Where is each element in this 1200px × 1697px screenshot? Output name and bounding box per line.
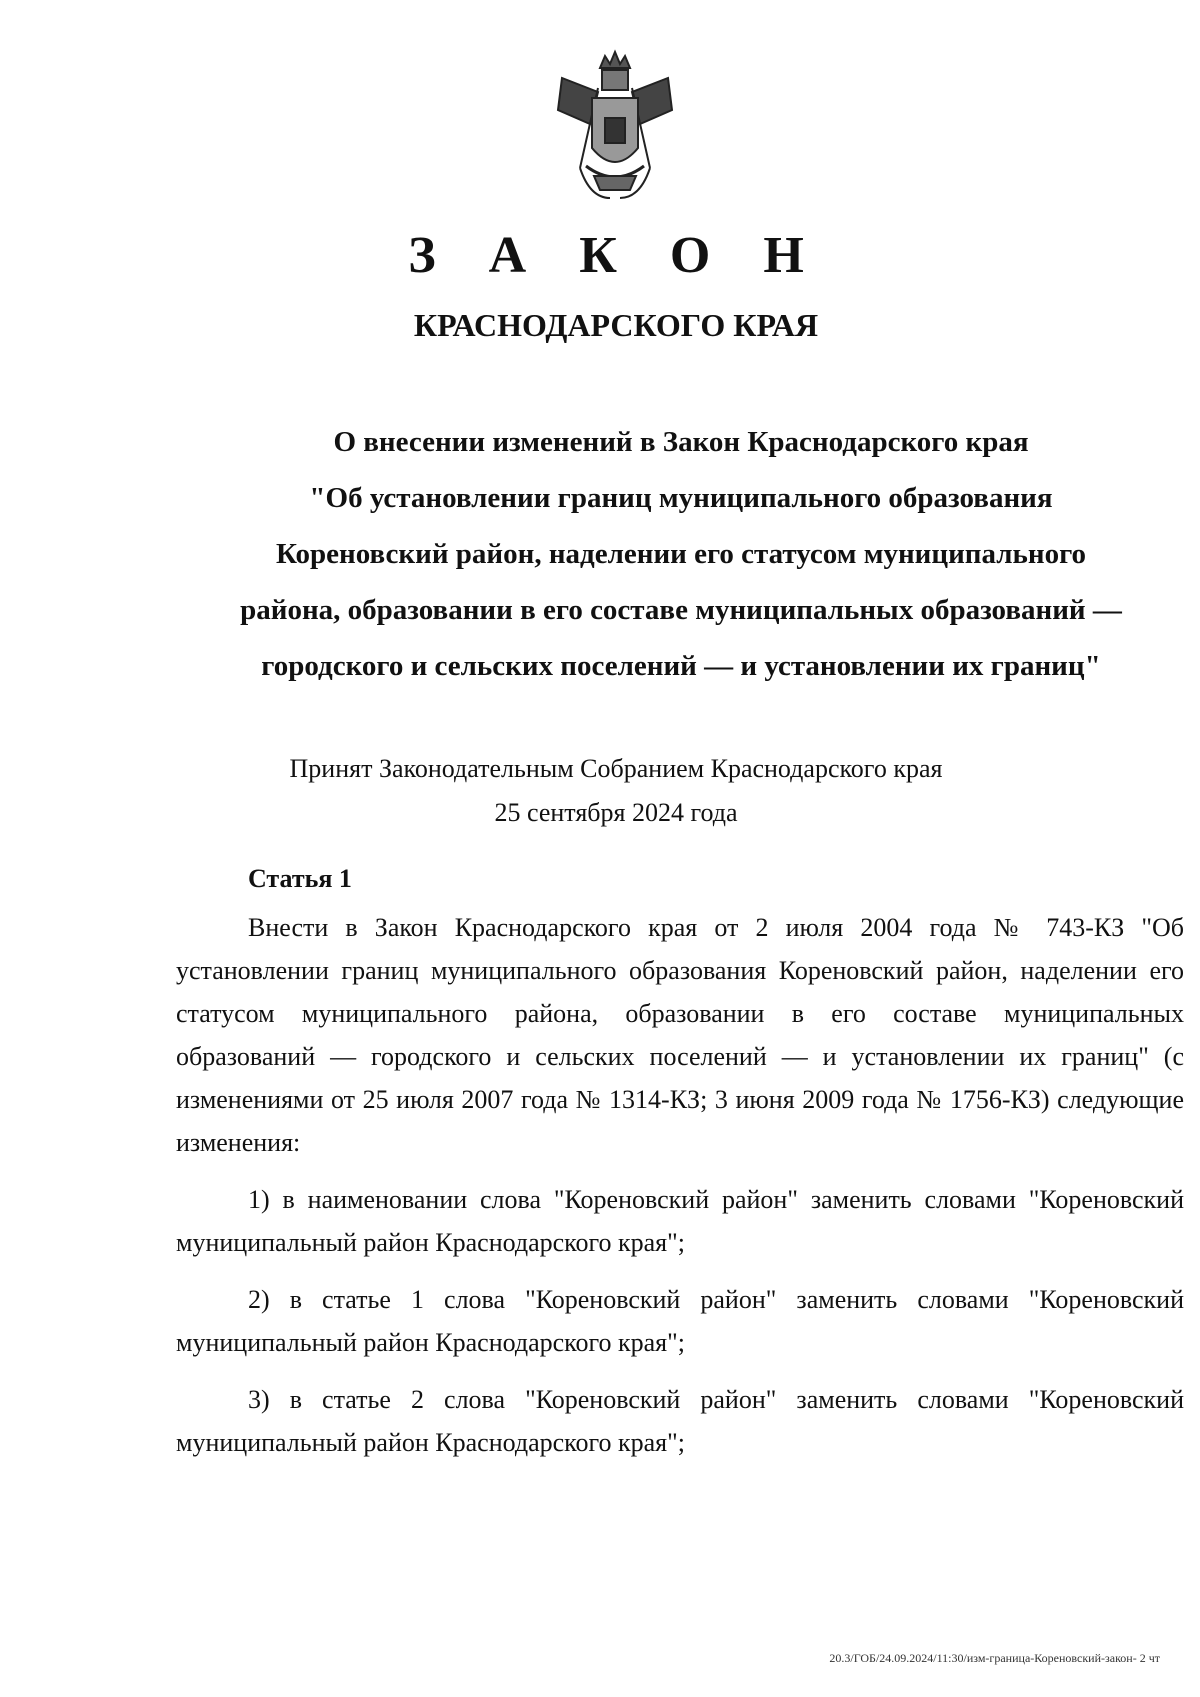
law-title-line: "Об установлении границ муниципального образования xyxy=(309,482,1053,514)
paragraph: Внести в Закон Краснодарского края от 2 июля 2004 года № 743-КЗ "Об установлении границ муниципального образования Кореновский район, наделении его статусом муниципального района, образовании в его составе муниципальных образований — городского и сельских поселений — и установлении их границ" (с изменениями от 25 июля 2007 года № 1314-КЗ; 3 июня 2009 года № 1756-КЗ) следующие изменения: xyxy=(176,913,1184,1157)
paragraph: 1) в наименовании слова "Кореновский район" заменить словами "Кореновский муниципальный район Краснодарского края"; xyxy=(176,1185,1184,1257)
region-heading: КРАСНОДАРСКОГО КРАЯ xyxy=(413,307,819,343)
law-title xyxy=(170,414,1192,694)
article-heading: Статья 1 xyxy=(248,864,352,893)
document-footer-code: 20.3/ГОБ/24.09.2024/11:30/изм-граница-Кореновский-закон- 2 чт xyxy=(829,1651,1160,1665)
law-title-line: района, образовании в его составе муниципальных образований — xyxy=(240,594,1122,626)
adoption-note xyxy=(0,747,1200,835)
paragraph: 2) в статье 1 слова "Кореновский район" заменить словами "Кореновский муниципальный район Краснодарского края"; xyxy=(176,1285,1184,1357)
article-body xyxy=(176,906,1184,1478)
paragraph: 3) в статье 2 слова "Кореновский район" заменить словами "Кореновский муниципальный район Краснодарского края"; xyxy=(176,1385,1184,1457)
adoption-body: Принят Законодательным Собранием Краснодарского края xyxy=(289,754,943,783)
law-title-line: городского и сельских поселений — и установлении их границ" xyxy=(261,650,1101,682)
adoption-date: 25 сентября 2024 года xyxy=(494,798,738,827)
law-title-line: О внесении изменений в Закон Краснодарского края xyxy=(333,426,1029,458)
law-heading: З А К О Н xyxy=(408,227,824,284)
coat-of-arms-emblem xyxy=(550,48,680,208)
law-title-line: Кореновский район, наделении его статусом муниципального xyxy=(275,538,1087,570)
